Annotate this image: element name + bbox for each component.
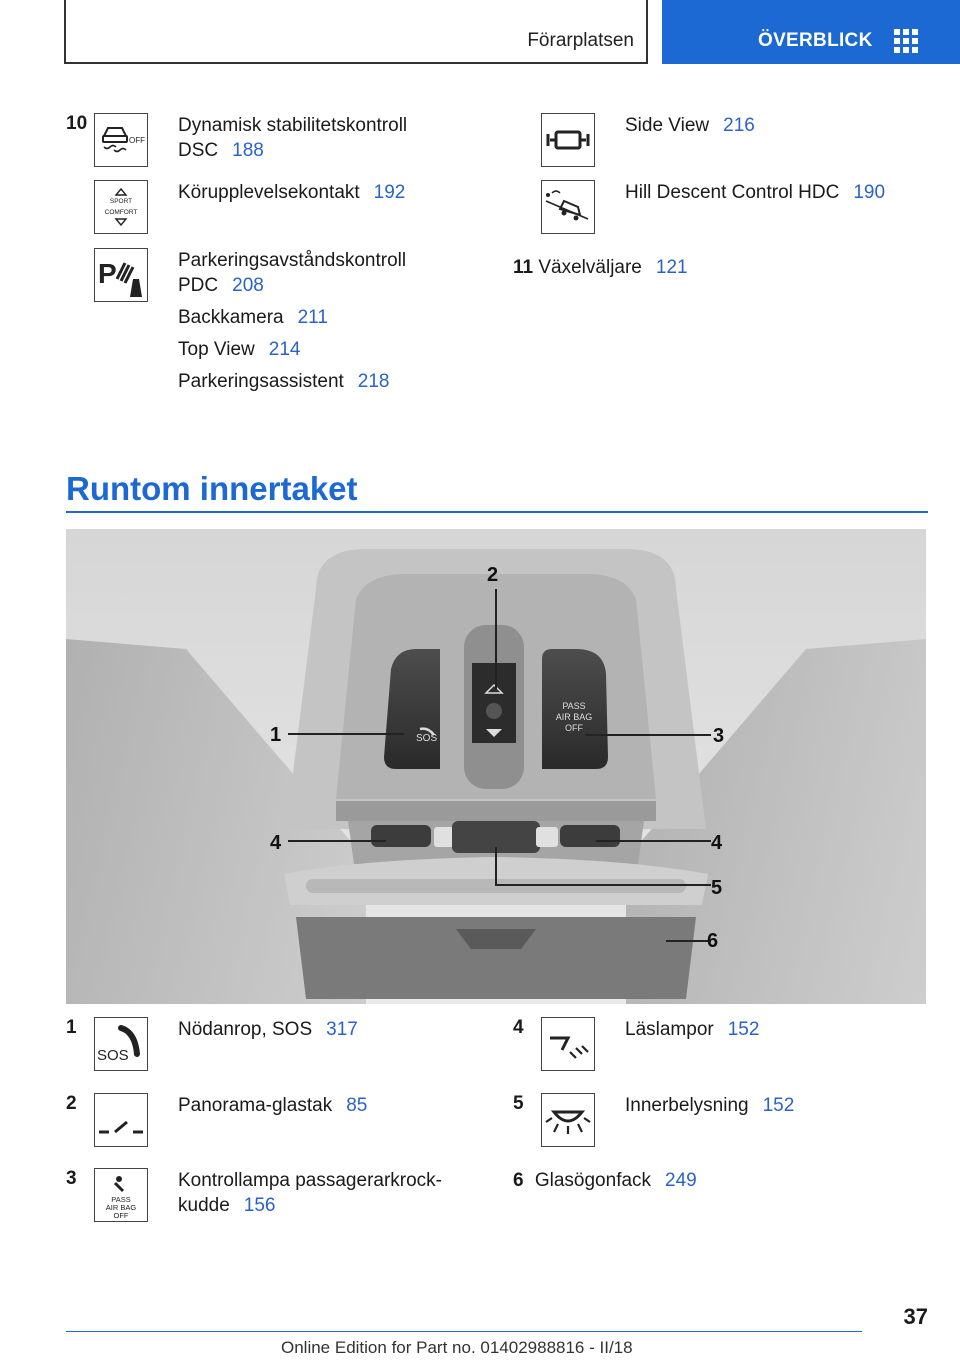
sideview-label: Side View bbox=[625, 115, 710, 136]
legend-label-3: Kontrollampa passagerarkrock- bbox=[178, 1170, 443, 1191]
page-ref-4[interactable]: 152 bbox=[727, 1019, 760, 1040]
svg-text:SPORT: SPORT bbox=[109, 198, 133, 205]
interior-light-icon bbox=[541, 1093, 595, 1147]
gear-selector-text bbox=[513, 255, 688, 280]
gear-label: Växelväljare bbox=[538, 257, 642, 278]
pdc-label2: PDC bbox=[178, 275, 219, 296]
svg-text:OFF: OFF bbox=[129, 136, 145, 145]
airbag-off-icon bbox=[94, 1168, 148, 1222]
svg-text:AIR BAG: AIR BAG bbox=[555, 712, 593, 722]
legend-num-6: 6 bbox=[513, 1170, 524, 1191]
reading-lamp-icon bbox=[541, 1017, 595, 1071]
svg-text:SOS: SOS bbox=[97, 1047, 129, 1064]
svg-text:PASS: PASS bbox=[111, 1195, 131, 1204]
page-ref-1[interactable]: 317 bbox=[326, 1019, 358, 1040]
parkassist-text bbox=[178, 369, 390, 394]
roof-console-illustration bbox=[66, 529, 926, 1004]
legend-label-4: Läslampor bbox=[625, 1019, 714, 1040]
legend-text-1 bbox=[178, 1017, 358, 1042]
svg-text:P: P bbox=[98, 258, 117, 289]
item-number-10: 10 bbox=[66, 113, 88, 134]
page-ref-3[interactable]: 156 bbox=[243, 1195, 276, 1216]
topview-text bbox=[178, 337, 300, 362]
dsc-text bbox=[178, 113, 407, 163]
hill-descent-icon bbox=[541, 180, 595, 234]
legend-num-3: 3 bbox=[66, 1168, 77, 1189]
page-ref-pdc[interactable]: 208 bbox=[232, 275, 264, 296]
driving-mode-icon bbox=[94, 180, 148, 234]
page-ref-parkassist[interactable]: 218 bbox=[357, 371, 390, 392]
svg-text:AIR BAG: AIR BAG bbox=[105, 1203, 137, 1212]
pdc-text bbox=[178, 248, 406, 298]
page-ref-sideview[interactable]: 216 bbox=[723, 115, 755, 136]
sideview-text bbox=[625, 113, 755, 138]
legend-num-5: 5 bbox=[513, 1093, 524, 1114]
page-ref-2[interactable]: 85 bbox=[346, 1095, 368, 1116]
page-number: 37 bbox=[903, 1304, 928, 1329]
overview-label: ÖVERBLICK bbox=[758, 30, 873, 51]
legend-text-4 bbox=[625, 1017, 759, 1042]
legend-text-5 bbox=[625, 1093, 794, 1118]
sos-icon bbox=[94, 1017, 148, 1071]
callout-4-right: 4 bbox=[711, 832, 723, 854]
hdc-label: Hill Descent Control HDC bbox=[625, 182, 840, 203]
heading-rule bbox=[66, 511, 928, 513]
hdc-text bbox=[625, 180, 885, 205]
page-ref-gear[interactable]: 121 bbox=[655, 257, 688, 278]
page-ref-topview[interactable]: 214 bbox=[268, 339, 301, 360]
callout-3: 3 bbox=[713, 725, 725, 747]
svg-text:OFF: OFF bbox=[113, 1211, 129, 1220]
footer-rule bbox=[66, 1331, 862, 1332]
legend-label-1: Nödanrop, SOS bbox=[178, 1019, 313, 1040]
side-view-icon bbox=[541, 113, 595, 167]
legend-label-3b: kudde bbox=[178, 1195, 230, 1216]
section-title: Förarplatsen bbox=[527, 30, 634, 51]
legend-text-3 bbox=[178, 1168, 442, 1218]
legend-label-5: Innerbelysning bbox=[625, 1095, 749, 1116]
dsc-label2: DSC bbox=[178, 140, 219, 161]
callout-4-left: 4 bbox=[270, 832, 282, 854]
callout-2: 2 bbox=[487, 564, 499, 586]
mode-label: Körupplevelsekontakt bbox=[178, 182, 360, 203]
page-ref-dsc[interactable]: 188 bbox=[232, 140, 264, 161]
footer-text: Online Edition for Part no. 01402988816 - II/18 bbox=[281, 1338, 633, 1357]
page-ref-mode[interactable]: 192 bbox=[373, 182, 406, 203]
dsc-off-icon bbox=[94, 113, 148, 167]
legend-num-2: 2 bbox=[66, 1093, 77, 1114]
callout-1: 1 bbox=[270, 724, 282, 746]
legend-text-6 bbox=[513, 1168, 697, 1193]
callout-5: 5 bbox=[711, 877, 723, 899]
overview-nav-button[interactable] bbox=[662, 0, 960, 64]
svg-text:OFF: OFF bbox=[565, 723, 583, 733]
panorama-roof-icon bbox=[94, 1093, 148, 1147]
parkassist-label: Parkeringsassistent bbox=[178, 371, 344, 392]
callout-6: 6 bbox=[707, 930, 719, 952]
pdc-label: Parkeringsavståndskontroll bbox=[178, 250, 407, 271]
page-heading: Runtom innertaket bbox=[66, 470, 358, 507]
svg-text:PASS: PASS bbox=[562, 701, 586, 711]
camera-label: Backkamera bbox=[178, 307, 284, 328]
page-ref-5[interactable]: 152 bbox=[762, 1095, 795, 1116]
mode-text bbox=[178, 180, 405, 205]
legend-label-6: Glasögonfack bbox=[534, 1170, 652, 1191]
grid-menu-icon bbox=[894, 29, 918, 53]
sos-button-label: SOS bbox=[416, 733, 438, 744]
topview-label: Top View bbox=[178, 339, 255, 360]
page-ref-hdc[interactable]: 190 bbox=[853, 182, 886, 203]
legend-label-2: Panorama-glastak bbox=[178, 1095, 333, 1116]
legend-num-1: 1 bbox=[66, 1017, 77, 1038]
park-distance-icon bbox=[94, 248, 148, 302]
legend-num-4: 4 bbox=[513, 1017, 524, 1038]
dsc-label: Dynamisk stabilitetskontroll bbox=[178, 115, 408, 136]
legend-text-2 bbox=[178, 1093, 367, 1118]
camera-text bbox=[178, 305, 328, 330]
page-ref-camera[interactable]: 211 bbox=[297, 307, 328, 328]
item-number-11: 11 bbox=[513, 257, 534, 278]
svg-text:COMFORT: COMFORT bbox=[104, 209, 138, 216]
page-ref-6[interactable]: 249 bbox=[665, 1170, 697, 1191]
